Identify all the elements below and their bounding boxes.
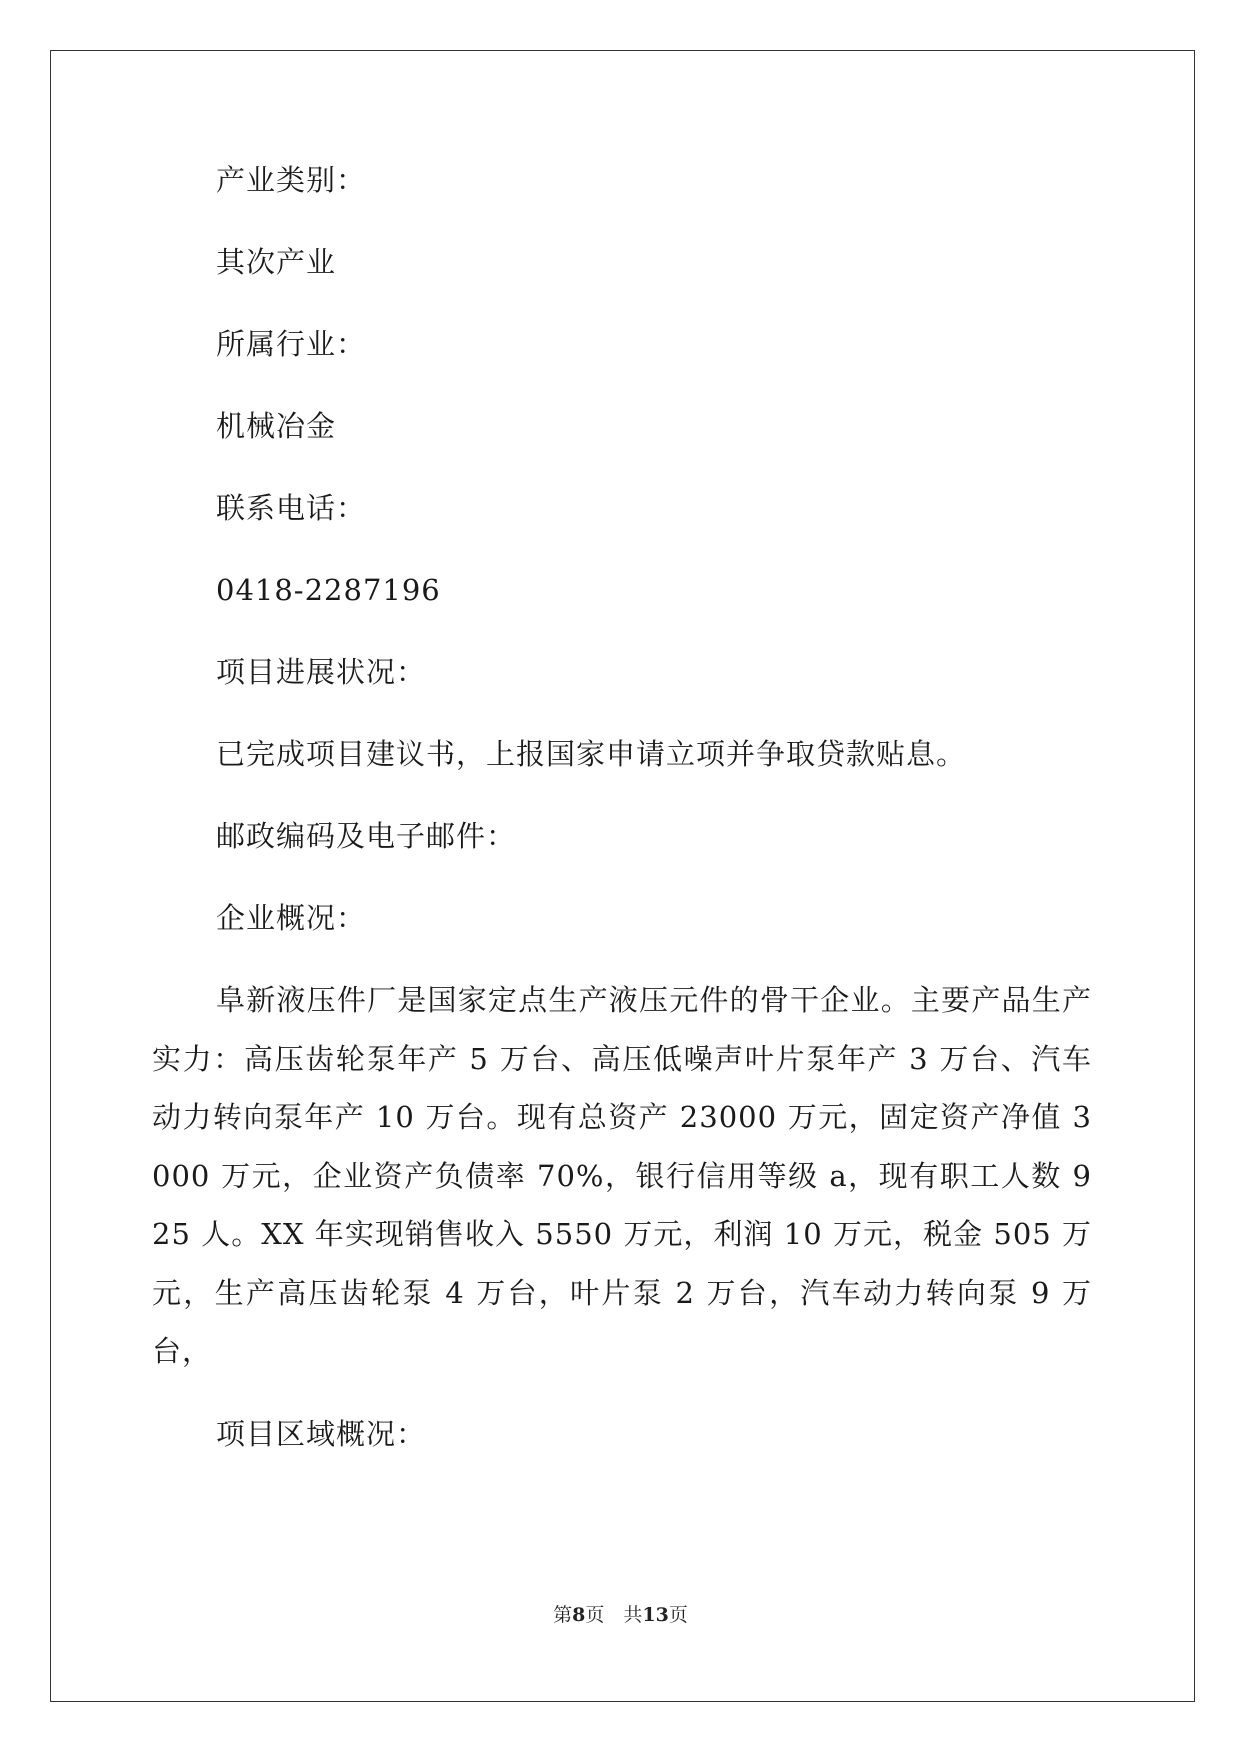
progress-value: 已完成项目建议书，上报国家申请立项并争取贷款贴息。 [216,737,967,771]
page-footer [0,1600,1241,1627]
industry-category-value: 其次产业 [216,245,337,279]
industry-sector-label: 所属行业： [216,327,367,361]
footer-prefix: 第 [553,1604,573,1626]
postal-email-label: 邮政编码及电子邮件： [216,819,517,853]
project-area-label: 项目区域概况： [216,1416,427,1451]
footer-page-number: 8 [572,1604,586,1626]
industry-category-label: 产业类别： [216,163,367,197]
progress-label: 项目进展状况： [216,655,427,689]
footer-total-pages: 13 [642,1604,669,1626]
company-overview-label: 企业概况： [216,901,367,935]
footer-suffix: 页 [668,1604,688,1626]
industry-sector-value: 机械冶金 [216,409,337,443]
document-body [152,160,1092,1496]
footer-middle: 页 共 [585,1604,643,1626]
phone-value: 0418-2287196 [216,573,441,607]
phone-label: 联系电话： [216,491,367,525]
company-overview-paragraph: 阜新液压件厂是国家定点生产液压元件的骨干企业。主要产品生产实力：高压齿轮泵年产 5 万台、高压低噪声叶片泵年产 3 万台、汽车动力转向泵年产 10 万台。现有总资产 23000 万元，固定资产净值 3000 万元，企业资产负债率 70%，银行信用等级 a，现有职工人数 925 人。XX 年实现销售收入 5550 万元，利润 10 万元，税金 505 万元，生产高压齿轮泵 4 万台，叶片泵 2 万台，汽车动力转向泵 9 万台， [152,983,1092,1368]
